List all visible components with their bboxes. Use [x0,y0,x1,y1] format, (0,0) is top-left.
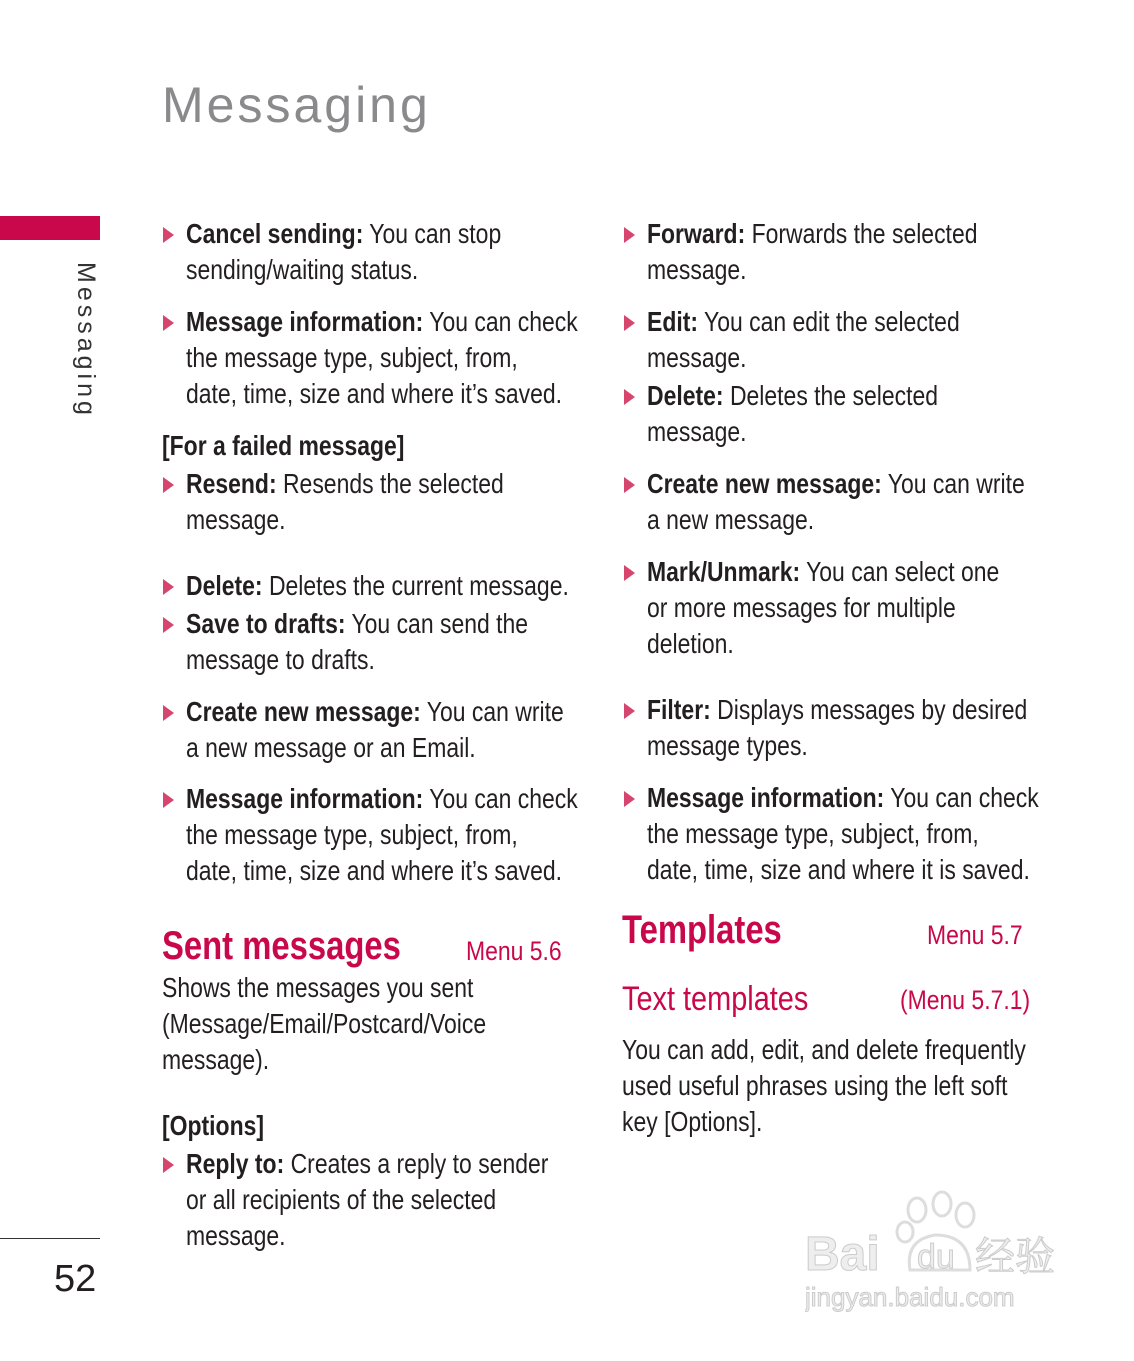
item-text: message. [186,1220,286,1251]
item-term: Delete: [186,570,263,601]
item-line [186,730,564,766]
item-text: the message type, subject, from, [186,819,518,850]
text-templates-description [622,1032,1026,1140]
failed-message-heading: [For a failed message] [162,430,405,461]
bullet-arrow-icon [163,1157,174,1173]
item-line [647,816,1039,852]
item-text: or all recipients of the selected [186,1184,497,1215]
item-line [186,781,578,817]
bullet-arrow-icon [163,617,174,633]
item-line [186,642,528,678]
item-line [647,554,999,590]
body-line: Shows the messages you sent [162,972,474,1003]
page-title: Messaging [162,77,431,133]
templates-menu: Menu 5.7 [927,920,1023,950]
item-text: date, time, size and where it is saved. [647,854,1030,885]
templates-heading: Templates [622,908,782,952]
item-text: You can select one [800,556,1000,587]
item-line [647,216,977,252]
option-item [647,466,1025,538]
item-text: the message type, subject, from, [647,818,979,849]
item-term: Delete: [647,380,724,411]
item-text: message. [186,504,286,535]
item-term: Create new message: [647,468,882,499]
option-item [647,692,1027,764]
text-templates-heading: Text templates [622,980,809,1018]
item-term: Resend: [186,468,277,499]
baidu-watermark-logo [805,1190,1065,1315]
item-line [186,817,578,853]
page-number: 52 [54,1258,97,1300]
item-text: You can check [423,306,578,337]
item-line [186,304,578,340]
item-line [647,378,938,414]
bullet-arrow-icon [624,315,635,331]
body-line: You can add, edit, and delete frequently [622,1034,1026,1065]
item-text: deletion. [647,628,734,659]
svg-text:Bai: Bai [805,1228,880,1281]
option-item [186,694,564,766]
item-text: Displays messages by desired [710,694,1028,725]
item-line [186,1146,548,1182]
section-tab-bar [0,216,100,240]
item-line [647,590,999,626]
item-text: Deletes the selected [723,380,938,411]
item-text: You can write [420,696,564,727]
bullet-arrow-icon [163,792,174,808]
item-text: date, time, size and where it’s saved. [186,855,563,886]
item-line [186,853,578,889]
item-line [186,340,578,376]
item-text: or more messages for multiple [647,592,956,623]
item-text: date, time, size and where it’s saved. [186,378,563,409]
option-item [186,568,569,604]
item-term: Edit: [647,306,699,337]
sent-messages-menu: Menu 5.6 [466,936,562,966]
item-text: the message type, subject, from, [186,342,518,373]
item-text: Forwards the selected [745,218,978,249]
item-text: You can stop [363,218,502,249]
item-line [647,466,1025,502]
item-line [186,568,569,604]
option-item [647,554,999,662]
option-item [186,606,528,678]
bullet-arrow-icon [163,579,174,595]
option-item [186,304,578,412]
item-text: You can send the [345,608,529,639]
option-item [186,781,578,889]
option-item [647,780,1039,888]
option-item [186,466,504,538]
bullet-arrow-icon [163,477,174,493]
item-term: Message information: [186,306,424,337]
item-line [186,376,578,412]
item-text: message. [647,342,747,373]
item-line [647,414,938,450]
item-term: Reply to: [186,1148,285,1179]
item-line [647,252,977,288]
item-text: sending/waiting status. [186,254,419,285]
item-text: Deletes the current message. [262,570,569,601]
item-line [186,466,504,502]
item-term: Message information: [647,782,885,813]
item-line [647,340,960,376]
text-templates-menu: (Menu 5.7.1) [900,985,1031,1015]
item-term: Filter: [647,694,711,725]
item-term: Create new message: [186,696,421,727]
bullet-arrow-icon [624,565,635,581]
bullet-arrow-icon [624,477,635,493]
item-text: a new message or an Email. [186,732,476,763]
item-term: Cancel sending: [186,218,364,249]
item-text: You can write [881,468,1025,499]
item-term: Message information: [186,783,424,814]
option-item [647,378,938,450]
item-line [186,1182,548,1218]
item-text: message to drafts. [186,644,375,675]
item-line [647,502,1025,538]
svg-text:du: du [917,1238,955,1276]
footer-divider [0,1238,100,1239]
bullet-arrow-icon [624,227,635,243]
item-line [647,852,1039,888]
item-line [186,1218,548,1254]
bullet-arrow-icon [163,705,174,721]
item-line [647,692,1027,728]
item-line [647,304,960,340]
item-term: Forward: [647,218,746,249]
sent-messages-description [162,970,486,1078]
item-text: message. [647,254,747,285]
item-line [186,216,501,252]
svg-text:jingyan.baidu.com: jingyan.baidu.com [805,1282,1015,1312]
bullet-arrow-icon [624,791,635,807]
item-text: You can check [423,783,578,814]
item-text: message types. [647,730,808,761]
body-line: (Message/Email/Postcard/Voice [162,1008,487,1039]
bullet-arrow-icon [624,389,635,405]
item-term: Save to drafts: [186,608,346,639]
option-item [647,216,977,288]
bullet-arrow-icon [163,315,174,331]
item-term: Mark/Unmark: [647,556,801,587]
item-line [186,606,528,642]
bullet-arrow-icon [163,227,174,243]
item-line [186,502,504,538]
option-item [186,1146,548,1254]
sent-messages-heading: Sent messages [162,924,401,968]
options-heading: [Options] [162,1110,265,1141]
item-text: You can edit the selected [698,306,960,337]
side-section-label: Messaging [72,262,100,419]
item-text: You can check [884,782,1039,813]
item-text: Creates a reply to sender [284,1148,549,1179]
option-item [647,304,960,376]
item-line [186,252,501,288]
svg-text:经验: 经验 [975,1234,1055,1280]
body-line: used useful phrases using the left soft [622,1070,1008,1101]
option-item [186,216,501,288]
bullet-arrow-icon [624,703,635,719]
item-line [647,780,1039,816]
item-line [647,626,999,662]
body-line: message). [162,1044,270,1075]
item-line [647,728,1027,764]
item-line [186,694,564,730]
body-line: key [Options]. [622,1106,763,1137]
item-text: Resends the selected [276,468,504,499]
item-text: a new message. [647,504,815,535]
item-text: message. [647,416,747,447]
